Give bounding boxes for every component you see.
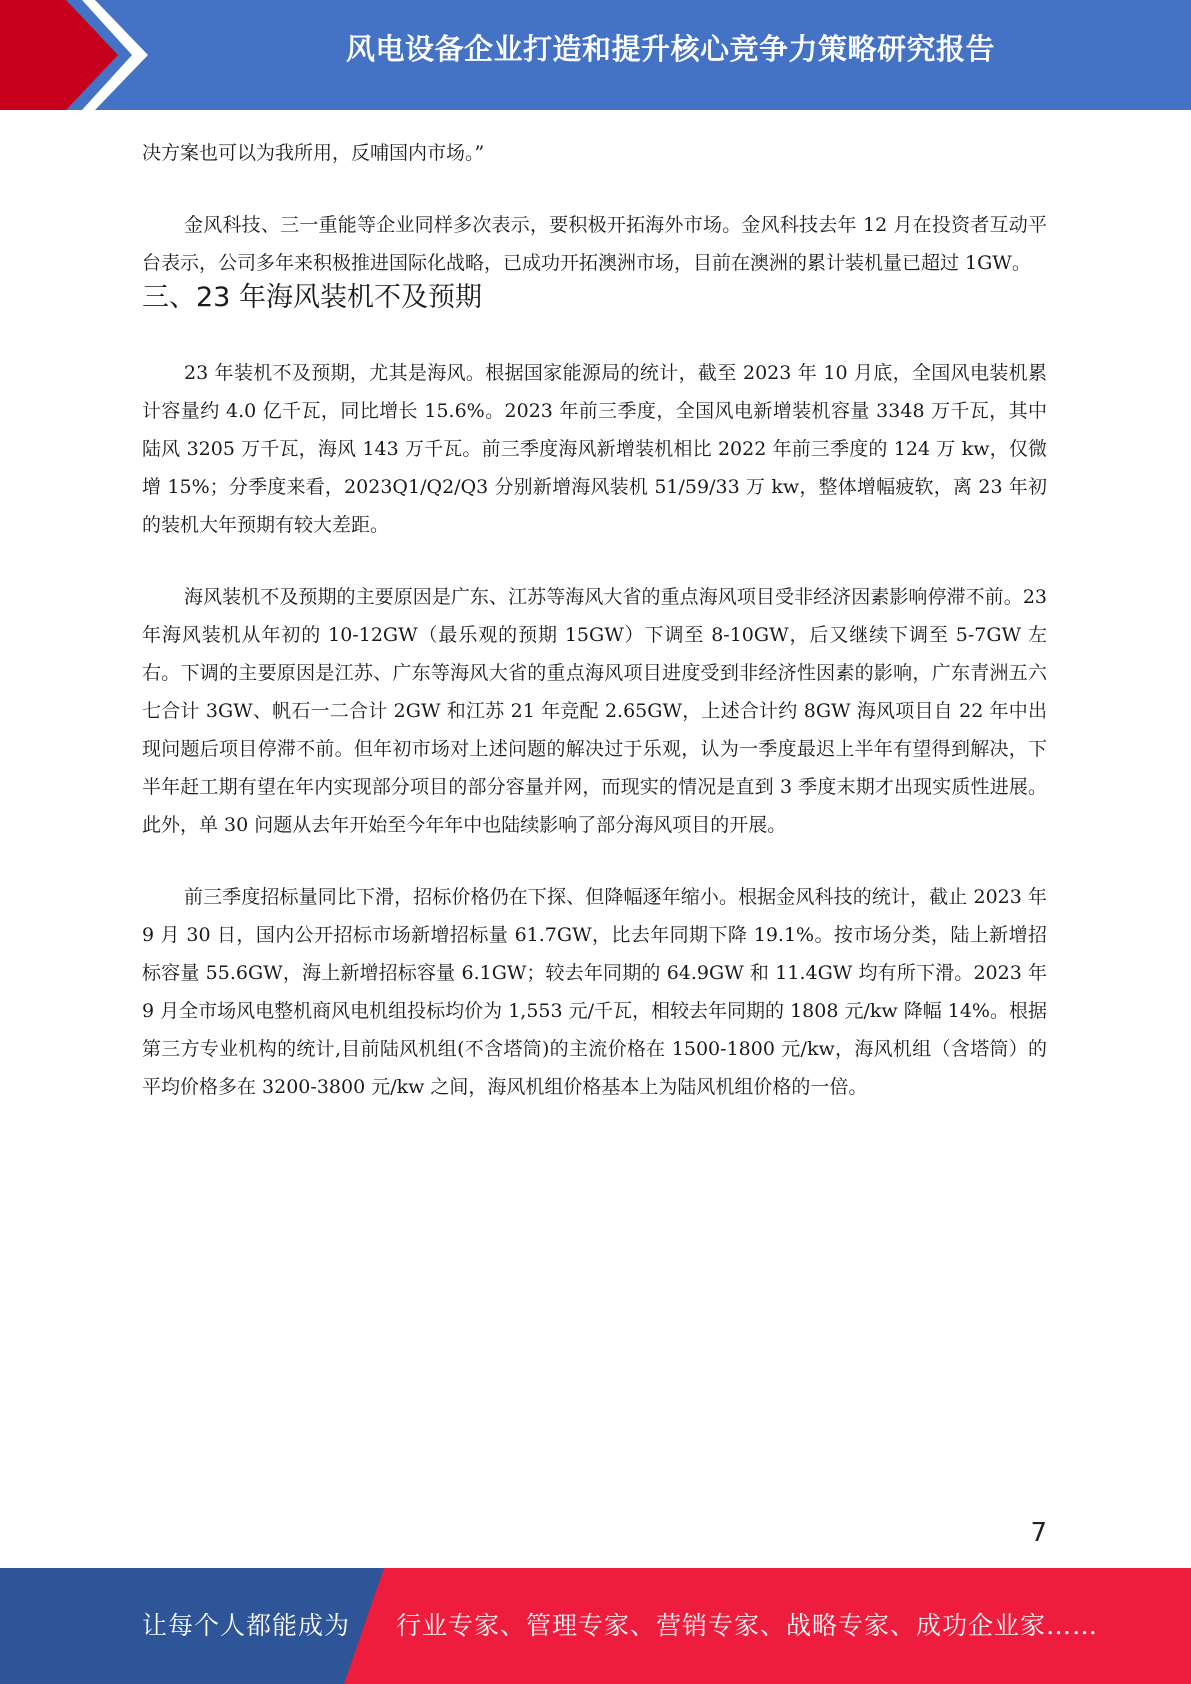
- paragraph-continuation: 决方案也可以为我所用，反哺国内市场。”: [142, 142, 485, 164]
- page-number: 7: [1030, 1518, 1047, 1548]
- page-footer: [0, 1568, 1191, 1684]
- paragraph-overseas-market: 金风科技、三一重能等企业同样多次表示，要积极开拓海外市场。金风科技去年 12 月在投资者互动平台表示，公司多年来积极推进国际化战略，已成功开拓澳洲市场，目前在澳洲的累计装机量已超过 1GW。: [142, 214, 1047, 274]
- footer-slogan-left: 让每个人都能成为: [142, 1611, 351, 1640]
- paragraph-offshore-delay-reasons: 海风装机不及预期的主要原因是广东、江苏等海风大省的重点海风项目受非经济因素影响停滞不前。23 年海风装机从年初的 10-12GW（最乐观的预期 15GW）下调至 8-10GW，后又继续下调至 5-7GW 左右。下调的主要原因是江苏、广东等海风大省的重点海风项目进度受到非经济性因素的影响，广东青洲五六七合计 3GW、帆石一二合计 2GW 和江苏 21 年竞配 2.65GW，上述合计约 8GW 海风项目自 22 年中出现问题后项目停滞不前。但年初市场对上述问题的解决过于乐观，认为一季度最迟上半年有望得到解决，下半年赶工期有望在年内实现部分项目的部分容量并网，而现实的情况是直到 3 季度末期才出现实质性进展。此外，单 30 问题从去年开始至今年年中也陆续影响了部分海风项目的开展。: [142, 586, 1047, 836]
- paragraph-installation-stats: 23 年装机不及预期，尤其是海风。根据国家能源局的统计，截至 2023 年 10 月底，全国风电装机累计容量约 4.0 亿千瓦，同比增长 15.6%。2023 年前三季度，全国风电新增装机容量 3348 万千瓦，其中陆风 3205 万千瓦，海风 143 万千瓦。前三季度海风新增装机相比 2022 年前三季度的 124 万 kw，仅微增 15%；分季度来看，2023Q1/Q2/Q3 分别新增海风装机 51/59/33 万 kw，整体增幅疲软，离 23 年初的装机大年预期有较大差距。: [142, 362, 1047, 536]
- document-body: [142, 134, 1047, 1106]
- report-title: 风电设备企业打造和提升核心竞争力策略研究报告: [345, 32, 995, 66]
- header-chevron-decoration: [0, 0, 160, 110]
- paragraph-tender-prices: 前三季度招标量同比下滑，招标价格仍在下探、但降幅逐年缩小。根据金风科技的统计，截止 2023 年 9 月 30 日，国内公开招标市场新增招标量 61.7GW，比去年同期下降 19.1%。按市场分类，陆上新增招标容量 55.6GW，海上新增招标容量 6.1GW；较去年同期的 64.9GW 和 11.4GW 均有所下滑。2023 年 9 月全市场风电整机商风电机组投标均价为 1,553 元/千瓦，相较去年同期的 1808 元/kw 降幅 14%。根据第三方专业机构的统计,目前陆风机组(不含塔筒)的主流价格在 1500-1800 元/kw，海风机组（含塔筒）的平均价格多在 3200-3800 元/kw 之间，海风机组价格基本上为陆风机组价格的一倍。: [142, 886, 1047, 1098]
- section-heading: 三、23 年海风装机不及预期: [142, 282, 482, 313]
- page-header: [0, 0, 1191, 110]
- footer-slogan-right: 行业专家、管理专家、营销专家、战略专家、成功企业家……: [396, 1611, 1099, 1640]
